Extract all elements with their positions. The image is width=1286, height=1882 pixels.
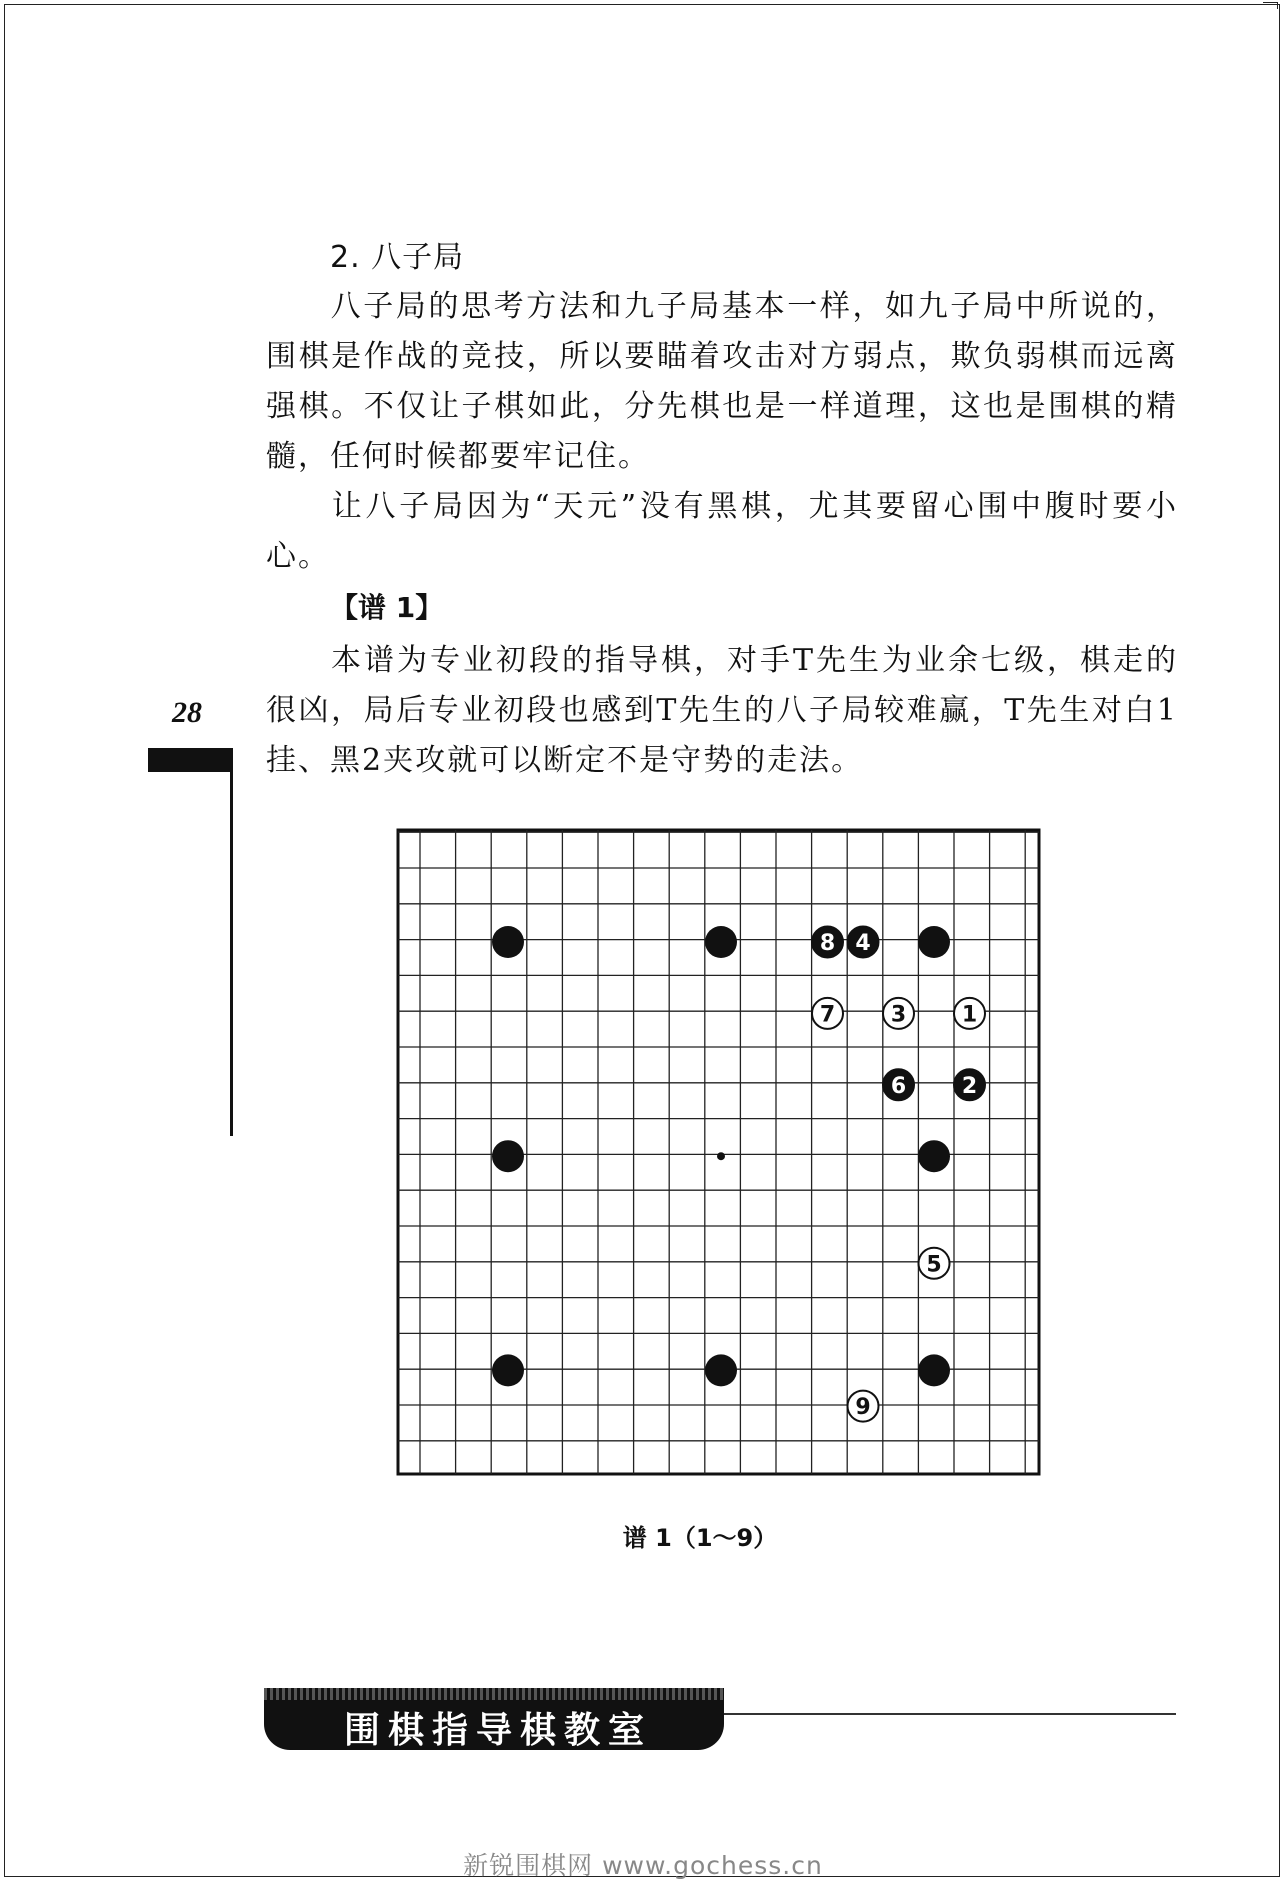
move-number-label: 4 bbox=[855, 931, 871, 956]
move-number-label: 6 bbox=[890, 1073, 907, 1099]
move-number-label: 5 bbox=[926, 1252, 942, 1278]
handicap-black-stone bbox=[918, 926, 950, 958]
diagram-reference: 【谱 1】 bbox=[330, 591, 444, 624]
handicap-black-stone bbox=[705, 1354, 737, 1386]
paragraph-2-text: 让八子局因为“天元”没有黑棋，尤其要留心围中腹时要小心。 bbox=[266, 489, 1178, 574]
paragraph-2 bbox=[266, 482, 1178, 582]
move-number-label: 9 bbox=[855, 1395, 871, 1421]
paragraph-3 bbox=[266, 636, 1178, 786]
handicap-black-stone bbox=[492, 1354, 524, 1386]
go-board-diagram bbox=[396, 828, 1041, 1476]
footer-rule bbox=[724, 1713, 1176, 1715]
move-number-label: 7 bbox=[819, 1002, 836, 1028]
page-number: 28 bbox=[172, 696, 202, 729]
handicap-black-stone bbox=[918, 1354, 950, 1386]
go-board bbox=[396, 828, 1041, 1476]
move-number-label: 8 bbox=[819, 931, 836, 956]
paragraph-1-text: 八子局的思考方法和九子局基本一样，如九子局中所说的，围棋是作战的竞技，所以要瞄着攻击对方弱点，欺负弱棋而远离强棋。不仅让子棋如此，分先棋也是一样道理，这也是围棋的精髓，任何时候都要牢记住。 bbox=[266, 289, 1178, 474]
move-number-label: 1 bbox=[961, 1002, 978, 1028]
handicap-black-stone bbox=[918, 1140, 950, 1172]
page-number-bar bbox=[148, 748, 232, 772]
handicap-black-stone bbox=[705, 926, 737, 958]
page-corner-mark bbox=[1263, 2, 1278, 9]
handicap-black-stone bbox=[492, 926, 524, 958]
margin-rule bbox=[230, 748, 233, 1136]
paragraph-3-text: 本谱为专业初段的指导棋，对手T先生为业余七级，棋走的很凶，局后专业初段也感到T先生的八子局较难赢，T先生对白1挂、黑2夹攻就可以断定不是守势的走法。 bbox=[266, 643, 1178, 778]
move-number-label: 3 bbox=[890, 1002, 907, 1028]
book-series-banner bbox=[264, 1688, 724, 1750]
paragraph-1 bbox=[266, 282, 1178, 482]
star-point bbox=[717, 1152, 725, 1160]
move-number-label: 2 bbox=[961, 1073, 978, 1099]
section-title: 2. 八子局 bbox=[330, 240, 465, 275]
watermark: 新锐围棋网 www.gochess.cn bbox=[463, 1851, 823, 1880]
banner-title: 围棋指导棋教室 bbox=[344, 1710, 653, 1750]
figure-caption: 谱 1（1～9） bbox=[622, 1524, 778, 1552]
handicap-black-stone bbox=[492, 1140, 524, 1172]
